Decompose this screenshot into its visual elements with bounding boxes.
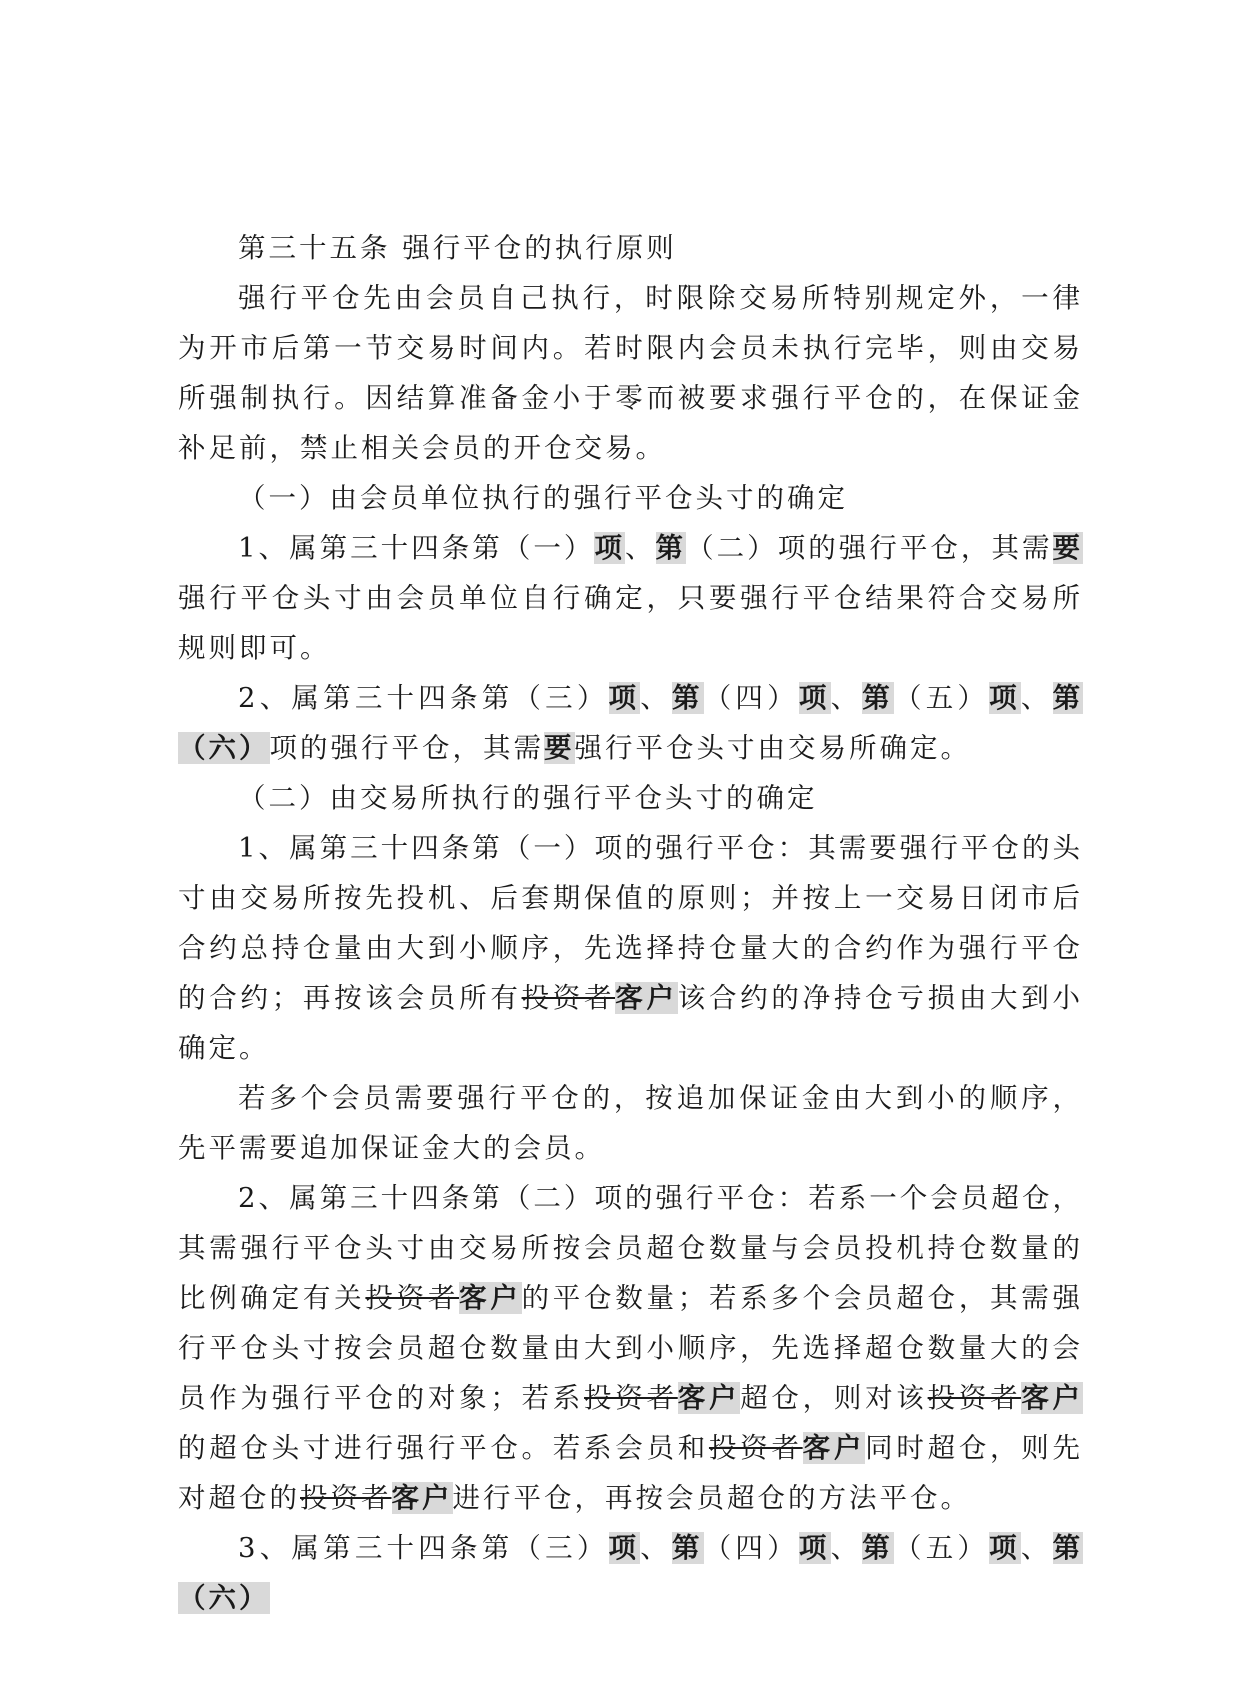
highlighted-insertion: 项 (798, 682, 831, 714)
text-run: 同时超仓，则先对超仓的 (178, 1432, 1084, 1514)
strikethrough-deletion: 投资者 (584, 1382, 678, 1414)
highlighted-insertion: 项 (608, 682, 641, 714)
text-run: （四） (703, 1532, 799, 1564)
highlighted-insertion: 要 (544, 732, 575, 764)
text-run: 该合约的净持仓亏损由大到小确定。 (178, 982, 1084, 1064)
highlighted-insertion: 客户 (677, 1382, 741, 1414)
text-run: 的平仓数量；若系多个会员超仓，其需强行平仓头寸按会员超仓数量由大到小顺序，先选择超仓数量大的会员作为强行平仓的对象；若系 (178, 1282, 1084, 1414)
highlighted-insertion: 第（六） (178, 1532, 1084, 1614)
text-run: （四） (703, 682, 799, 714)
highlighted-insertion: 客户 (615, 982, 678, 1014)
highlighted-insertion: 第（六） (178, 682, 1084, 764)
text-run: 超仓，则对该 (740, 1382, 928, 1414)
text-run: 2、属第三十四条第（三） (238, 682, 609, 714)
text-run: 项的强行平仓，其需 (269, 732, 544, 764)
text-run: 1、属第三十四条第（一）项的强行平仓：其需要强行平仓的头寸由交易所按先投机、后套期保值的原则；并按上一交易日闭市后合约总持仓量由大到小顺序，先选择持仓量大的合约作为强行平仓的合约；再按该会员所有 (178, 832, 1083, 1014)
highlighted-insertion: 客户 (391, 1482, 453, 1514)
highlighted-insertion: 项 (608, 1532, 641, 1564)
strikethrough-deletion: 投资者 (927, 1382, 1022, 1414)
text-run: 强行平仓头寸由会员单位自行确定，只要强行平仓结果符合交易所规则即可。 (178, 582, 1083, 664)
paragraph (178, 1523, 1083, 1623)
text-run: 、 (1020, 1532, 1053, 1564)
text-run: 、 (625, 532, 656, 564)
text-run: 、 (1020, 682, 1053, 714)
text-run: 进行平仓，再按会员超仓的方法平仓。 (452, 1482, 971, 1514)
paragraph (178, 523, 1083, 673)
text-run: 2、属第三十四条第（二）项的强行平仓：若系一个会员超仓，其需强行平仓头寸由交易所按会员超仓数量与会员投机持仓数量的比例确定有关 (178, 1182, 1083, 1314)
text-run: （一）由会员单位执行的强行平仓头寸的确定 (238, 482, 848, 514)
paragraph (178, 673, 1083, 773)
text-run: 、 (640, 682, 672, 714)
paragraph (178, 223, 1083, 273)
strikethrough-deletion: 投资者 (365, 1282, 460, 1314)
strikethrough-deletion: 投资者 (521, 982, 616, 1014)
text-run: 强行平仓先由会员自己执行，时限除交易所特别规定外，一律为开市后第一节交易时间内。若时限内会员未执行完毕，则由交易所强制执行。因结算准备金小于零而被要求强行平仓的，在保证金补足前，禁止相关会员的开仓交易。 (178, 282, 1083, 464)
highlighted-insertion: 项 (989, 1532, 1021, 1564)
text-run: 1、属第三十四条第（一） (238, 532, 595, 564)
strikethrough-deletion: 投资者 (300, 1482, 392, 1514)
text-run: （五） (894, 682, 990, 714)
highlighted-insertion: 第 (862, 1532, 894, 1564)
text-run: 3、属第三十四条第（三） (238, 1532, 609, 1564)
paragraph (178, 773, 1083, 823)
highlighted-insertion: 项 (594, 532, 625, 564)
paragraph (178, 823, 1083, 1073)
highlighted-insertion: 第 (671, 682, 704, 714)
text-run: （二）项的强行平仓，其需 (686, 532, 1053, 564)
text-run: 、 (830, 1532, 863, 1564)
strikethrough-deletion: 投资者 (708, 1432, 803, 1464)
highlighted-insertion: 项 (989, 682, 1021, 714)
text-run: （二）由交易所执行的强行平仓头寸的确定 (238, 782, 818, 814)
paragraph (178, 473, 1083, 523)
text-run: 若多个会员需要强行平仓的，按追加保证金由大到小的顺序，先平需要追加保证金大的会员。 (178, 1082, 1083, 1164)
highlighted-insertion: 项 (798, 1532, 831, 1564)
text-run: （五） (894, 1532, 990, 1564)
highlighted-insertion: 客户 (802, 1432, 866, 1464)
highlighted-insertion: 第 (655, 532, 687, 564)
paragraph (178, 1073, 1083, 1173)
text-run: 第三十五条 强行平仓的执行原则 (238, 232, 677, 264)
document-body (178, 223, 1083, 1623)
highlighted-insertion: 客户 (459, 1282, 522, 1314)
highlighted-insertion: 第 (671, 1532, 704, 1564)
text-run: 、 (640, 1532, 672, 1564)
text-run: 、 (830, 682, 863, 714)
paragraph (178, 273, 1083, 473)
highlighted-insertion: 要 (1052, 532, 1084, 564)
text-run: 强行平仓头寸由交易所确定。 (574, 732, 971, 764)
paragraph (178, 1173, 1083, 1523)
text-run: 的超仓头寸进行强行平仓。若系会员和 (178, 1432, 709, 1464)
highlighted-insertion: 客户 (1021, 1382, 1084, 1414)
highlighted-insertion: 第 (862, 682, 894, 714)
